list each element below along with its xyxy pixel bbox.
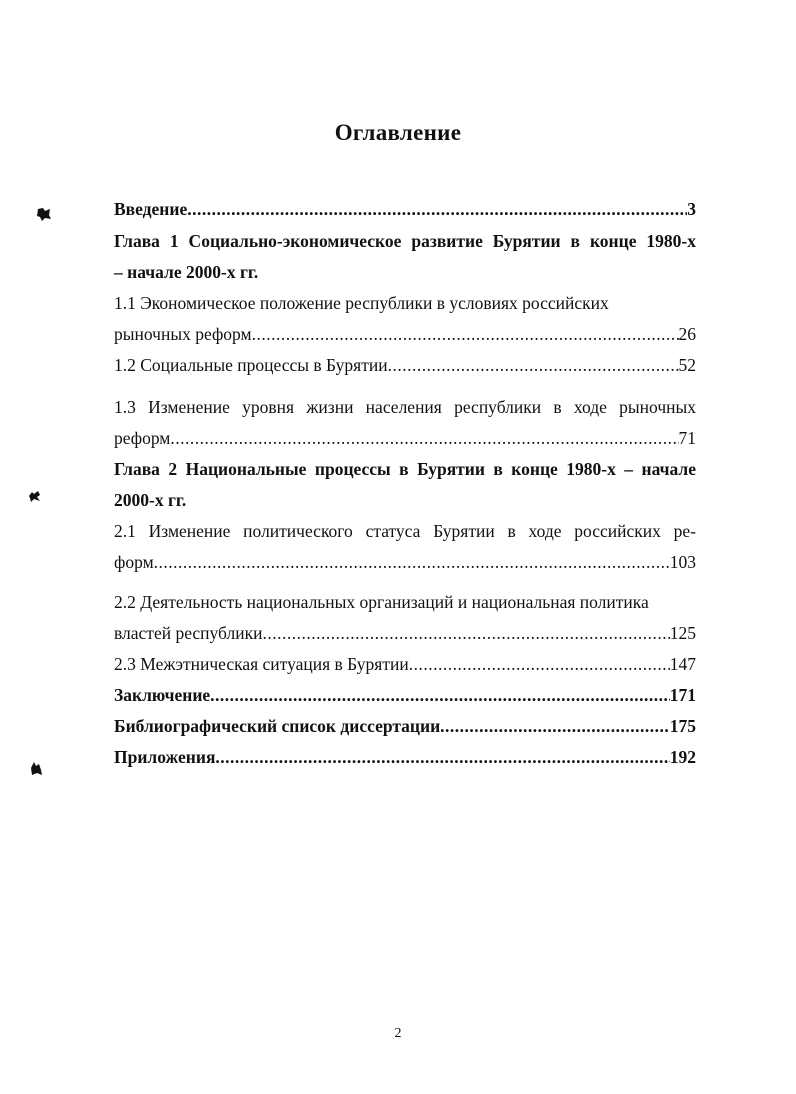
toc-entry-page: 147: [669, 654, 696, 674]
dot-leader: [215, 742, 669, 772]
toc-entry-title: Глава 2 Национальные процессы в Бурятии в конце 1980-х – начале: [114, 459, 696, 479]
scan-mark-icon: [28, 760, 44, 776]
toc-entry-title: реформ: [114, 428, 171, 448]
toc-entry-intro[interactable]: [114, 194, 696, 224]
toc-entry-page: 26: [678, 324, 696, 344]
toc-entry-title: Введение: [114, 199, 188, 219]
toc-entry-page: 52: [678, 355, 696, 375]
dot-leader: [252, 319, 679, 349]
dot-leader: [409, 649, 670, 679]
toc-entry-page: 175: [669, 716, 696, 736]
toc-entry-title: 1.2 Социальные процессы в Бурятии: [114, 355, 388, 375]
toc-entry-section-1-3-cont[interactable]: [114, 423, 696, 453]
dot-leader: [388, 350, 679, 380]
toc-entry-title: 2.3 Межэтническая ситуация в Бурятии: [114, 654, 409, 674]
toc-entry-section-1-1[interactable]: [114, 288, 696, 318]
toc-entry-chapter-1-cont[interactable]: [114, 257, 696, 287]
toc-entry-page: 71: [678, 428, 696, 448]
toc-entry-title: рыночных реформ: [114, 324, 252, 344]
dot-leader: [154, 547, 670, 577]
toc-entry-section-2-1[interactable]: [114, 516, 696, 546]
toc-entry-title: 2.2 Деятельность национальных организаций и национальная политика: [114, 592, 649, 612]
toc-entry-title: Библиографический список диссертации: [114, 716, 441, 736]
toc-entry-section-1-2[interactable]: [114, 350, 696, 380]
toc-entry-section-2-2-cont[interactable]: [114, 618, 696, 648]
toc-entry-page: 125: [669, 623, 696, 643]
toc-entry-title: 1.1 Экономическое положение республики в условиях российских: [114, 293, 609, 313]
dot-leader: [210, 680, 670, 710]
dot-leader: [440, 711, 670, 741]
toc-entry-page: 192: [669, 747, 696, 767]
toc-entry-title: Глава 1 Социально-экономическое развитие Бурятии в конце 1980-х: [114, 231, 696, 251]
toc-entry-chapter-1[interactable]: [114, 226, 696, 256]
toc-entry-page: 3: [687, 199, 696, 219]
toc-entry-chapter-2-cont[interactable]: [114, 485, 696, 515]
toc-entry-section-1-3[interactable]: [114, 392, 696, 422]
scan-mark-icon: [36, 206, 52, 222]
toc-entry-appendix[interactable]: [114, 742, 696, 772]
dot-leader: [263, 618, 670, 648]
toc-entry-title: властей республики: [114, 623, 263, 643]
toc-entry-title: 2000-х гг.: [114, 490, 187, 510]
page-number: 2: [394, 1026, 402, 1041]
toc-entry-title: – начале 2000-х гг.: [114, 262, 259, 282]
toc-entry-section-2-2[interactable]: [114, 587, 696, 617]
toc-entry-section-2-1-cont[interactable]: [114, 547, 696, 577]
dot-leader: [187, 194, 687, 224]
toc-entry-page: 171: [669, 685, 696, 705]
toc-entry-bibliography[interactable]: [114, 711, 696, 741]
toc-entry-chapter-2[interactable]: [114, 454, 696, 484]
toc-entry-title: форм: [114, 552, 154, 572]
toc-entry-title: 1.3 Изменение уровня жизни населения республики в ходе рыночных: [114, 397, 696, 417]
dot-leader: [170, 423, 678, 453]
toc-entry-conclusion[interactable]: [114, 680, 696, 710]
page-title: Оглавление: [334, 120, 462, 145]
toc-entry-section-2-3[interactable]: [114, 649, 696, 679]
toc-entry-title: Заключение: [114, 685, 211, 705]
toc-entry-page: 103: [669, 552, 696, 572]
scan-mark-icon: [26, 488, 42, 504]
toc-entry-title: 2.1 Изменение политического статуса Бурятии в ходе российских ре-: [114, 521, 696, 541]
toc-entry-section-1-1-cont[interactable]: [114, 319, 696, 349]
toc-entry-title: Приложения: [114, 747, 216, 767]
